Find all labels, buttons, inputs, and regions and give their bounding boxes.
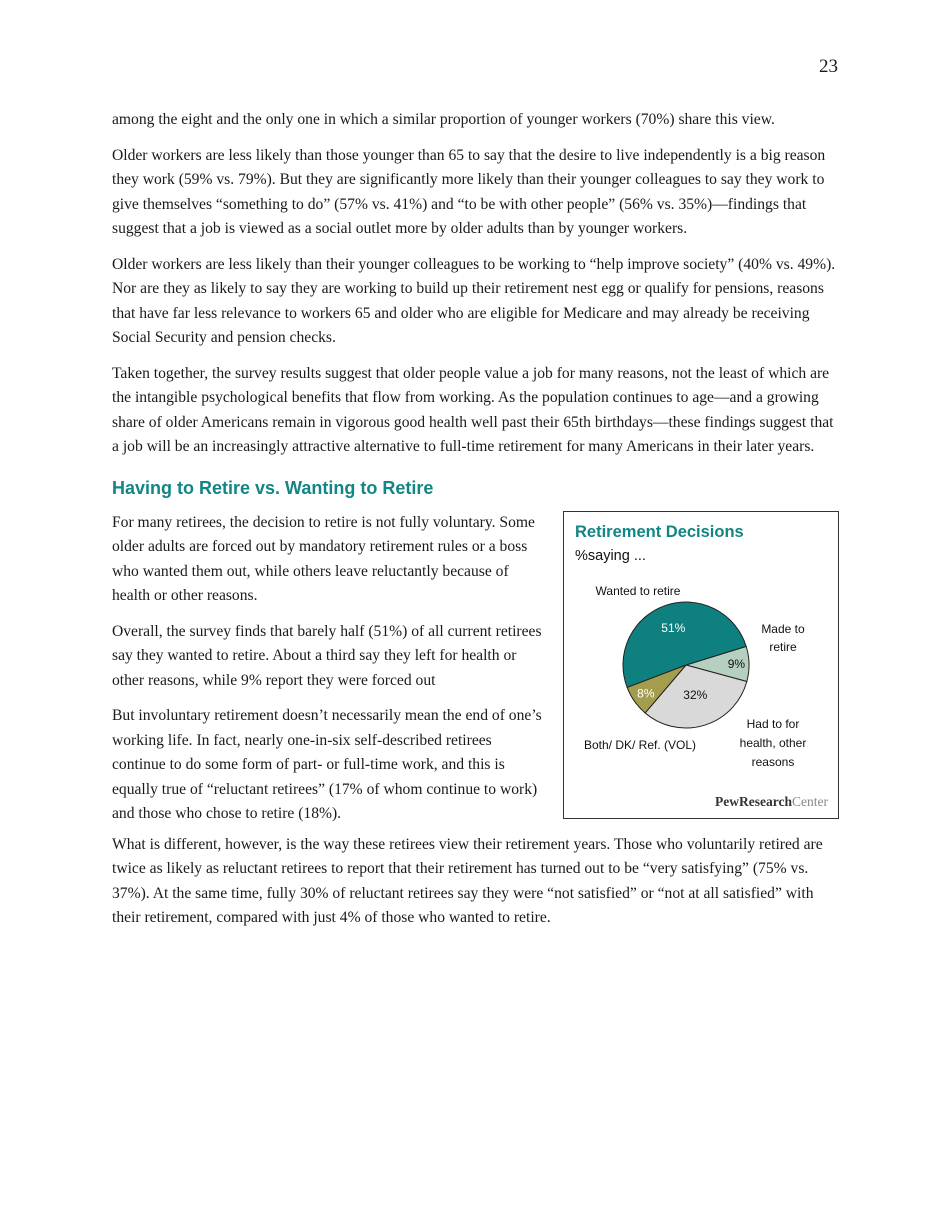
pie-chart-box xyxy=(563,511,839,819)
paragraph: What is different, however, is the way these retirees view their retirement years. Those who voluntarily retired are twice as likely as reluctant retirees to report that their retirement has turned out to be “very satisfying” (75% vs. 37%). At the same time, fully 30% of reluctant retirees say they were “not satisfied” or “not at all satisfied” with their retirement, compared with just 4% of those who wanted to retire. xyxy=(112,835,823,926)
slice-value-label: 9% xyxy=(727,656,746,671)
paragraph: For many retirees, the decision to retire is not fully voluntary. Some older adults are forced out by mandatory retirement rules or a boss who wanted them out, while others leave reluctantly because of health or other reasons. xyxy=(112,513,535,604)
slice-value-label: 32% xyxy=(683,687,708,702)
slice-category-label: Had to for health, other reasons xyxy=(739,716,807,769)
left-column xyxy=(112,511,542,838)
document-body xyxy=(112,108,838,942)
slice-category-label: Wanted to retire xyxy=(595,583,681,598)
logo-part: Center xyxy=(792,793,828,809)
slice-category-label: Made to retire xyxy=(761,621,805,654)
paragraph: among the eight and the only one in which a similar proportion of younger workers (70%) share this view. xyxy=(112,111,775,128)
two-column-section xyxy=(112,511,838,833)
slice-value-label: 8% xyxy=(637,685,655,700)
page-number: 23 xyxy=(819,56,838,77)
pew-logo xyxy=(715,794,828,810)
paragraph: Older workers are less likely than their younger colleagues to be working to “help improve society” (40% vs. 49%). Nor are they as likely to say they are working to build up their retirement nest egg or qualify for pensions, reasons that have far less relevance to workers 65 and older who are eligible for Medicare and may already be receiving Social Security and pension checks. xyxy=(112,255,836,346)
logo-part: PewResearch xyxy=(715,793,792,809)
pie-chart xyxy=(564,512,838,818)
paragraph: Overall, the survey finds that barely half (51%) of all current retirees say they wanted to retire. About a third say they left for health or other reasons, while 9% report they were forced out xyxy=(112,622,542,689)
section-heading: Having to Retire vs. Wanting to Retire xyxy=(112,477,434,498)
chart-title: Retirement Decisions xyxy=(575,522,744,541)
paragraph: But involuntary retirement doesn’t necessarily mean the end of one’s working life. In fact, nearly one-in-six self-described retirees continue to do some form of part- or full-time work, and this is equally true of “reluctant retirees” (17% of whom continue to work) and those who chose to retire (18%). xyxy=(112,707,542,822)
paragraph: Older workers are less likely than those younger than 65 to say that the desire to live independently is a big reason they work (59% vs. 79%). But they are significantly more likely than their younger colleagues to say they work to give themselves “something to do” (57% vs. 41%) and “to be with other people” (56% vs. 35%)—findings that suggest that a job is viewed as a social outlet more by older adults than by younger workers. xyxy=(112,146,826,237)
chart-subtitle: %saying ... xyxy=(575,547,646,564)
slice-value-label: 51% xyxy=(661,620,686,635)
paragraph: Taken together, the survey results suggest that older people value a job for many reasons, not the least of which are the intangible psychological benefits that flow from working. As the population continues to age—and a growing share of older Americans remain in vigorous good health well past their 65th birthdays—these findings suggest that a job will be an increasingly attractive alternative to full-time retirement for many Americans in their later years. xyxy=(112,364,834,455)
slice-category-label: Both/ DK/ Ref. (VOL) xyxy=(583,737,697,752)
